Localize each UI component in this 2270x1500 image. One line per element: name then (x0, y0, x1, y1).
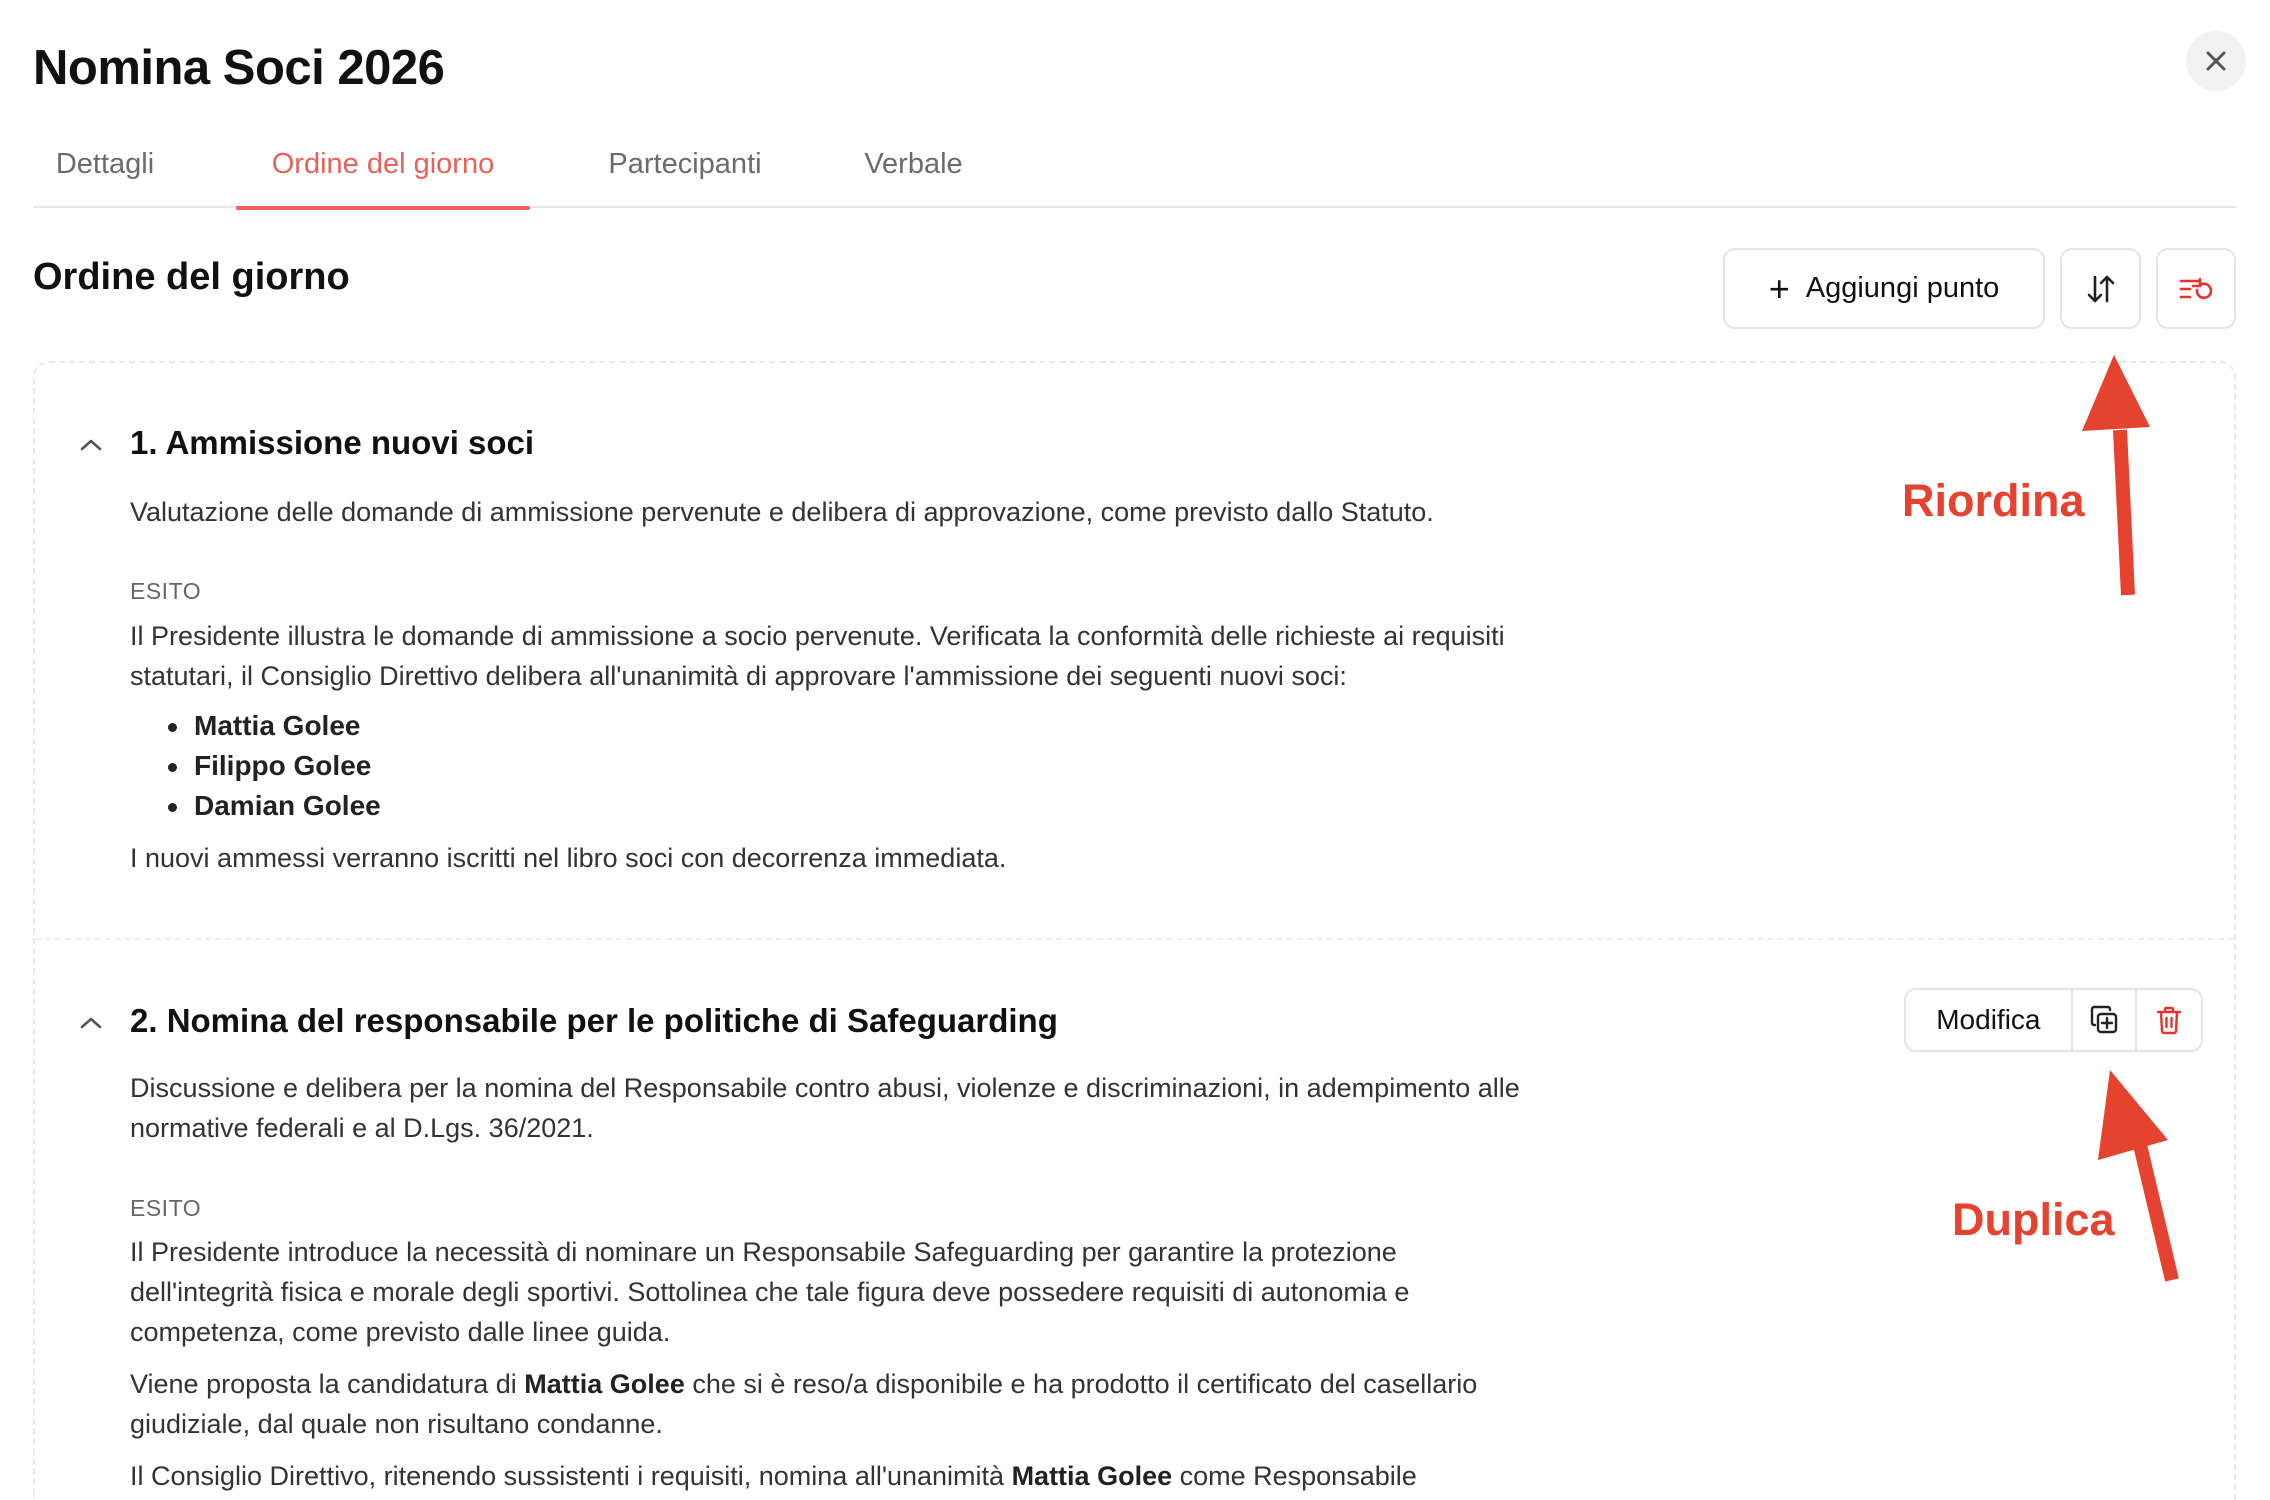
page-title: Nomina Soci 2026 (33, 41, 445, 95)
annotation-arrow-reorder-icon (2070, 355, 2170, 605)
nominee-name: Mattia Golee (1011, 1461, 1173, 1491)
annotation-arrow-duplicate-icon (2090, 1070, 2200, 1290)
duplicate-icon (2088, 1004, 2120, 1036)
nominee-name: Mattia Golee (524, 1369, 685, 1399)
trash-icon (2155, 1005, 2183, 1035)
agenda-item-title[interactable]: 1. Ammissione nuovi soci (130, 424, 535, 461)
list-item: Damian Golee (168, 786, 381, 826)
annotation-duplicate: Duplica (1952, 1194, 2115, 1245)
agenda-item-description: Discussione e delibera per la nomina del Responsabile contro abusi, violenze e discriminazioni, in adempimento alle (130, 1073, 1520, 1103)
tab-verbale[interactable]: Verbale (864, 148, 963, 180)
section-title: Ordine del giorno (33, 256, 350, 298)
outcome-paragraph: Il Consiglio Direttivo, ritenendo sussistenti i requisiti, nomina all'unanimità Mattia Golee come Responsabile (130, 1461, 1417, 1491)
outcome-text-line: Il Presidente introduce la necessità di nominare un Responsabile Safeguarding per garantire la protezione (130, 1237, 1397, 1267)
agenda-item-description: Valutazione delle domande di ammissione pervenute e delibera di approvazione, come previsto dallo Statuto. (130, 497, 1434, 527)
outcome-label: ESITO (130, 1195, 202, 1221)
outcome-label: ESITO (130, 578, 202, 604)
annotation-reorder: Riordina (1902, 475, 2085, 526)
close-button[interactable] (2186, 31, 2246, 91)
tab-partecipanti[interactable]: Partecipanti (608, 148, 762, 180)
tab-dettagli[interactable]: Dettagli (55, 148, 155, 180)
outcome-text-line: dell'integrità fisica e morale degli sportivi. Sottolinea che tale figura deve possedere requisiti di autonomia e (130, 1277, 1410, 1307)
item-actions (1904, 988, 2203, 1052)
reset-order-button[interactable] (2156, 248, 2236, 329)
agenda-item-description: normative federali e al D.Lgs. 36/2021. (130, 1113, 594, 1143)
new-members-list (168, 706, 381, 826)
outcome-paragraph-line: giudiziale, dal quale non risultano condanne. (130, 1409, 663, 1439)
edit-button[interactable]: Modifica (1906, 990, 2073, 1050)
sort-icon (2084, 272, 2118, 306)
tab-ordine-del-giorno[interactable]: Ordine del giorno (236, 148, 530, 208)
agenda-item-title[interactable]: 2. Nomina del responsabile per le politiche di Safeguarding (130, 1002, 1058, 1039)
outcome-text-line: Il Presidente illustra le domande di ammissione a socio pervenute. Verificata la conformità delle richieste ai requisiti (130, 621, 1505, 651)
reorder-list-icon (2178, 273, 2214, 305)
chevron-up-icon[interactable] (76, 1013, 106, 1033)
add-item-label: Aggiungi punto (1805, 272, 2000, 304)
item-divider (35, 938, 2234, 940)
plus-icon: + (1768, 267, 1790, 309)
list-item: Filippo Golee (168, 746, 381, 786)
reorder-button[interactable] (2060, 248, 2141, 329)
outcome-text-line: competenza, come previsto dalle linee guida. (130, 1317, 671, 1347)
add-item-button[interactable] (1723, 248, 2045, 329)
chevron-up-icon[interactable] (76, 435, 106, 455)
close-icon (2205, 50, 2227, 72)
tab-bar (33, 140, 2236, 208)
outcome-paragraph: Viene proposta la candidatura di Mattia Golee che si è reso/a disponibile e ha prodotto il certificato del casellario (130, 1369, 1478, 1399)
duplicate-button[interactable] (2073, 990, 2137, 1050)
list-item: Mattia Golee (168, 706, 381, 746)
outcome-text-line: statutari, il Consiglio Direttivo delibera all'unanimità di approvare l'ammissione dei seguenti nuovi soci: (130, 661, 1347, 691)
delete-button[interactable] (2137, 990, 2201, 1050)
outcome-closing: I nuovi ammessi verranno iscritti nel libro soci con decorrenza immediata. (130, 843, 1007, 873)
